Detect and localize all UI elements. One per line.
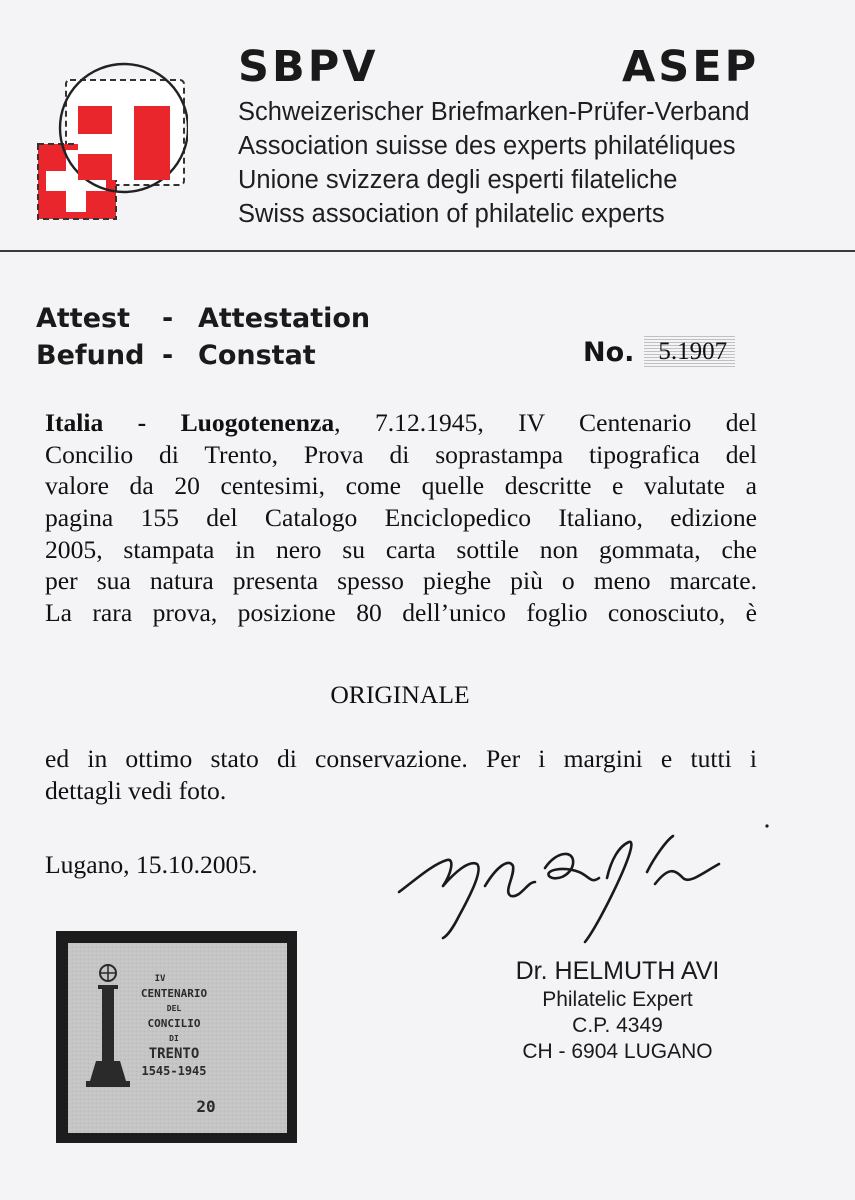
title-dash: - (162, 340, 174, 371)
description-line: Concilio di Trento, Prova di soprastampa tipografica del (45, 439, 757, 469)
title-befund-de: Befund (36, 340, 145, 371)
title-constat-fr: Constat (198, 340, 316, 371)
stamp-overprint-line: CENTENARIO (140, 987, 208, 1000)
description-line: La rara prova, posizione 80 dell’unico foglio conosciuto, è (45, 598, 757, 628)
description-line: per sua natura presenta spesso pieghe più o meno marcate. (45, 566, 757, 596)
description-line-rest: , 7.12.1945, IV Centenario del (334, 408, 757, 437)
description-line: 2005, stampata in nero su carta sottile non gommata, che (45, 534, 757, 564)
stamp-overprint-line: TRENTO (148, 1046, 200, 1062)
condition-line: dettagli vedi foto. (45, 775, 227, 805)
header-divider (0, 250, 855, 252)
brand-sbpv: SBPV (238, 42, 379, 92)
place-date: Lugano, 15.10.2005. (45, 850, 258, 879)
expert-address: CH - 6904 LUGANO (522, 1040, 713, 1063)
condition-line: ed in ottimo stato di conservazione. Per i margini e tutti i (45, 744, 757, 773)
title-dash: - (162, 303, 174, 334)
certificate-number-value: 5.1907 (644, 336, 735, 368)
association-name-fr: Association suisse des experts philatéliques (238, 132, 736, 160)
title-attest-fr: Attestation (198, 303, 371, 334)
expert-block (495, 955, 740, 1065)
description-line: valore da 20 centesimi, come quelle descritte e valutate a (45, 471, 757, 501)
expert-title: Philatelic Expert (542, 988, 693, 1011)
title-attest-de: Attest (36, 303, 130, 334)
stamp-photo (56, 931, 297, 1143)
expert-name: Dr. HELMUTH AVI (515, 957, 720, 985)
condition-paragraph (45, 743, 757, 806)
brand-asep: ASEP (622, 42, 760, 92)
stamp-overprint-line: CONCILIO (147, 1017, 201, 1030)
verdict-originale: ORIGINALE (330, 680, 470, 709)
signature-image (385, 820, 785, 950)
expert-box: C.P. 4349 (572, 1014, 663, 1037)
swiss-cross-stamp-logo (28, 62, 188, 227)
description-line: pagina 155 del Catalogo Enciclopedico Italiano, edizione (45, 503, 757, 533)
association-name-it: Unione svizzera degli esperti filateliche (238, 166, 678, 194)
certificate-number-label: No. (583, 337, 635, 368)
description-paragraph (45, 407, 757, 629)
description-lead: Italia - Luogotenenza (45, 408, 335, 437)
association-names (238, 95, 750, 231)
title-attest (36, 303, 370, 334)
certificate-number (583, 336, 735, 368)
stamp-overprint-line: DEL (166, 1004, 182, 1013)
association-name-de: Schweizerischer Briefmarken-Prüfer-Verband (238, 98, 750, 126)
stamp-overprint-line: IV (154, 974, 166, 984)
stamp-overprint-line: 1545-1945 (141, 1064, 207, 1078)
title-befund (36, 340, 316, 371)
description-line (45, 407, 757, 439)
stamp-overprint-line: DI (169, 1034, 179, 1043)
association-name-en: Swiss association of philatelic experts (238, 200, 665, 228)
stamp-value: 20 (196, 1097, 216, 1116)
